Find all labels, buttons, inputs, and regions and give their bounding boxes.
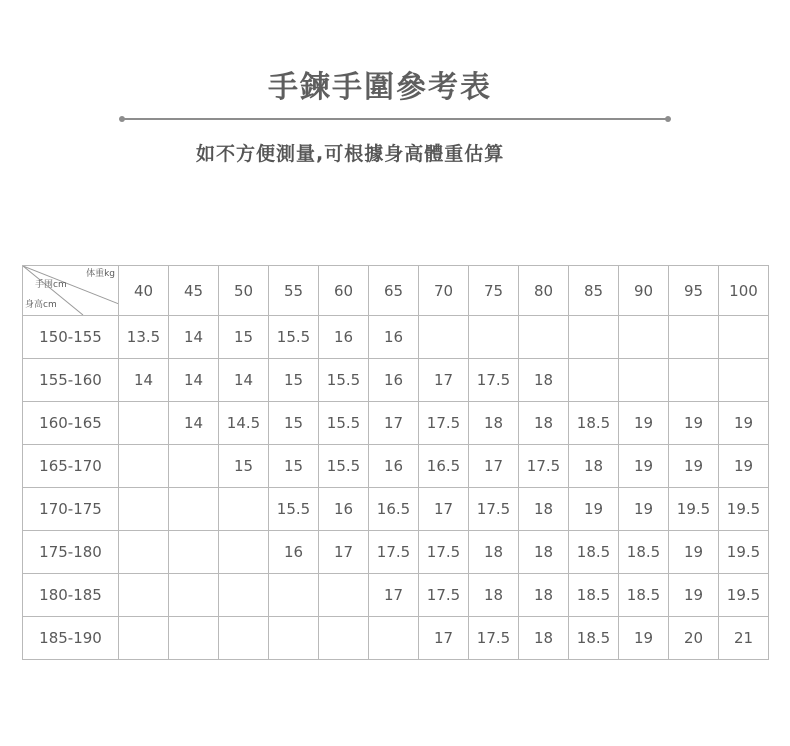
wrist-size-cell: 17.5 (469, 359, 519, 402)
wrist-size-cell: 16 (319, 488, 369, 531)
weight-header-cell: 55 (269, 266, 319, 316)
wrist-size-cell (169, 531, 219, 574)
wrist-size-cell: 18.5 (569, 617, 619, 660)
weight-header-cell: 60 (319, 266, 369, 316)
wrist-size-cell: 17.5 (419, 402, 469, 445)
wrist-size-cell: 17.5 (519, 445, 569, 488)
wrist-size-cell (369, 617, 419, 660)
wrist-size-cell (119, 488, 169, 531)
wrist-size-cell: 18 (519, 617, 569, 660)
weight-header-cell: 50 (219, 266, 269, 316)
wrist-size-cell: 19 (619, 445, 669, 488)
wrist-size-cell (119, 574, 169, 617)
wrist-size-cell (119, 445, 169, 488)
wrist-size-cell (219, 617, 269, 660)
wrist-size-cell: 15.5 (269, 488, 319, 531)
height-range-cell: 160-165 (23, 402, 119, 445)
wrist-size-cell: 19.5 (669, 488, 719, 531)
wrist-size-cell (269, 617, 319, 660)
wrist-size-cell: 17 (319, 531, 369, 574)
wrist-size-cell: 14 (169, 359, 219, 402)
height-range-cell: 150-155 (23, 316, 119, 359)
wrist-size-cell: 19 (669, 531, 719, 574)
table-row (23, 617, 769, 660)
wrist-size-cell: 16 (369, 359, 419, 402)
wrist-size-cell (569, 359, 619, 402)
wrist-size-cell: 17.5 (469, 617, 519, 660)
wrist-size-cell: 21 (719, 617, 769, 660)
wrist-size-cell: 18 (519, 531, 569, 574)
wrist-size-cell (669, 359, 719, 402)
table-row (23, 316, 769, 359)
weight-header-cell: 65 (369, 266, 419, 316)
wrist-size-cell: 17.5 (469, 488, 519, 531)
table-row (23, 574, 769, 617)
wrist-size-cell (169, 574, 219, 617)
wrist-size-cell (219, 488, 269, 531)
wrist-size-cell: 14 (219, 359, 269, 402)
table-row (23, 488, 769, 531)
wrist-size-cell: 14 (169, 402, 219, 445)
wrist-size-cell (169, 445, 219, 488)
weight-header-cell: 90 (619, 266, 669, 316)
table-corner-cell (23, 266, 119, 316)
height-range-cell: 155-160 (23, 359, 119, 402)
wrist-size-table (22, 265, 769, 660)
wrist-size-cell: 18 (569, 445, 619, 488)
wrist-size-cell: 15.5 (319, 445, 369, 488)
wrist-size-cell (269, 574, 319, 617)
weight-header-cell: 45 (169, 266, 219, 316)
wrist-size-cell: 18 (519, 488, 569, 531)
wrist-size-cell (119, 531, 169, 574)
wrist-size-cell (419, 316, 469, 359)
wrist-size-cell: 18.5 (569, 531, 619, 574)
wrist-size-cell: 18.5 (569, 402, 619, 445)
corner-weight-label: 体重kg (86, 269, 115, 279)
wrist-size-cell: 19 (719, 445, 769, 488)
wrist-size-cell: 19.5 (719, 574, 769, 617)
wrist-size-cell: 19 (619, 617, 669, 660)
wrist-size-cell: 19.5 (719, 531, 769, 574)
wrist-size-cell: 16 (369, 316, 419, 359)
wrist-size-cell (719, 359, 769, 402)
wrist-size-cell: 17.5 (419, 574, 469, 617)
wrist-size-cell: 18 (519, 359, 569, 402)
height-range-cell: 175-180 (23, 531, 119, 574)
height-range-cell: 180-185 (23, 574, 119, 617)
wrist-size-cell: 15.5 (319, 359, 369, 402)
wrist-size-cell (569, 316, 619, 359)
wrist-size-cell: 18 (469, 531, 519, 574)
wrist-size-cell (219, 531, 269, 574)
corner-height-label: 身高cm (25, 300, 57, 310)
wrist-size-cell: 17.5 (369, 531, 419, 574)
wrist-size-cell: 17 (419, 359, 469, 402)
table-row (23, 531, 769, 574)
divider-right-dot (665, 116, 671, 122)
wrist-size-cell: 16.5 (419, 445, 469, 488)
weight-header-cell: 85 (569, 266, 619, 316)
wrist-size-cell: 17 (419, 488, 469, 531)
table-row (23, 402, 769, 445)
title-divider (122, 118, 668, 120)
wrist-size-cell: 19 (669, 574, 719, 617)
wrist-size-cell: 19 (619, 402, 669, 445)
wrist-size-cell: 17 (419, 617, 469, 660)
wrist-size-cell: 14 (119, 359, 169, 402)
weight-header-cell: 75 (469, 266, 519, 316)
wrist-size-cell (469, 316, 519, 359)
page-title: 手鍊手圍參考表 (268, 70, 492, 105)
wrist-size-cell: 18.5 (569, 574, 619, 617)
wrist-size-cell: 19 (719, 402, 769, 445)
wrist-size-cell: 17 (369, 402, 419, 445)
wrist-size-cell: 15.5 (269, 316, 319, 359)
wrist-size-cell (169, 617, 219, 660)
table-header-row (23, 266, 769, 316)
wrist-size-cell (619, 316, 669, 359)
wrist-size-cell: 18 (469, 402, 519, 445)
wrist-size-cell: 18 (469, 574, 519, 617)
wrist-size-cell: 15 (269, 445, 319, 488)
wrist-size-cell: 17.5 (419, 531, 469, 574)
wrist-size-cell (319, 574, 369, 617)
height-range-cell: 170-175 (23, 488, 119, 531)
wrist-size-cell: 16 (269, 531, 319, 574)
wrist-size-cell: 18 (519, 574, 569, 617)
wrist-size-cell (319, 617, 369, 660)
wrist-size-cell: 15 (269, 359, 319, 402)
wrist-size-cell (519, 316, 569, 359)
wrist-size-cell: 17 (469, 445, 519, 488)
weight-header-cell: 80 (519, 266, 569, 316)
divider-left-dot (119, 116, 125, 122)
wrist-size-cell (169, 488, 219, 531)
weight-header-cell: 70 (419, 266, 469, 316)
wrist-size-cell: 15 (219, 316, 269, 359)
wrist-size-cell: 16 (369, 445, 419, 488)
wrist-size-cell: 15.5 (319, 402, 369, 445)
wrist-size-cell (119, 402, 169, 445)
wrist-size-cell: 16 (319, 316, 369, 359)
wrist-size-cell (669, 316, 719, 359)
wrist-size-cell: 15 (219, 445, 269, 488)
wrist-size-cell: 19 (569, 488, 619, 531)
page-subtitle: 如不方便測量,可根據身高體重估算 (196, 143, 505, 165)
wrist-size-cell: 18.5 (619, 531, 669, 574)
table-row (23, 359, 769, 402)
wrist-size-cell: 15 (269, 402, 319, 445)
corner-wrist-label: 手围cm (35, 280, 67, 290)
wrist-size-cell: 19 (619, 488, 669, 531)
wrist-size-cell: 18 (519, 402, 569, 445)
wrist-size-cell: 13.5 (119, 316, 169, 359)
wrist-size-cell: 17 (369, 574, 419, 617)
wrist-size-cell: 18.5 (619, 574, 669, 617)
wrist-size-cell (719, 316, 769, 359)
height-range-cell: 185-190 (23, 617, 119, 660)
wrist-size-cell: 14.5 (219, 402, 269, 445)
weight-header-cell: 40 (119, 266, 169, 316)
wrist-size-cell: 16.5 (369, 488, 419, 531)
wrist-size-cell (619, 359, 669, 402)
wrist-size-cell: 20 (669, 617, 719, 660)
wrist-size-cell (119, 617, 169, 660)
wrist-size-cell: 19.5 (719, 488, 769, 531)
wrist-size-cell: 19 (669, 402, 719, 445)
wrist-size-cell: 14 (169, 316, 219, 359)
height-range-cell: 165-170 (23, 445, 119, 488)
weight-header-cell: 95 (669, 266, 719, 316)
table-row (23, 445, 769, 488)
wrist-size-cell (219, 574, 269, 617)
weight-header-cell: 100 (719, 266, 769, 316)
wrist-size-cell: 19 (669, 445, 719, 488)
